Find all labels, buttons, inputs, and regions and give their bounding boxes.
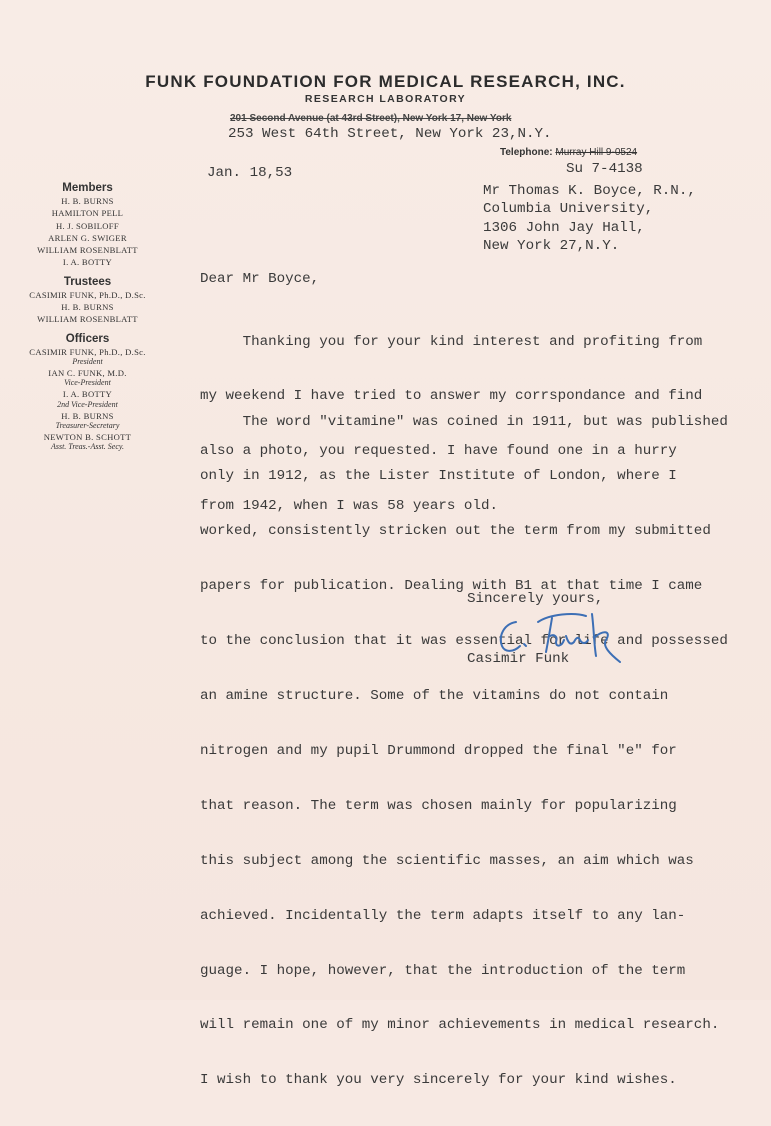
trustee-name: CASIMIR FUNK, Ph.D., D.Sc. <box>29 289 146 300</box>
member-name: H. B. BURNS <box>61 196 114 206</box>
telephone-label: Telephone: <box>500 147 553 158</box>
body-line: also a photo, you requested. I have found one in a hurry <box>200 443 677 460</box>
member-name: ARLEN G. SWIGER <box>48 232 127 243</box>
new-address: 253 West 64th Street, New York 23,N.Y. <box>228 126 552 142</box>
old-phone-struck: Murray Hill 9-0524 <box>555 147 638 158</box>
body-line: will remain one of my minor achievements in medical research. <box>200 1017 720 1034</box>
trustee-name: H. B. BURNS <box>61 302 114 313</box>
officer-name: NEWTON B. SCHOTT <box>43 431 132 442</box>
closing: Sincerely yours, <box>467 591 604 607</box>
body-line: I wish to thank you very sincerely for your kind wishes. <box>200 1072 677 1089</box>
officer-title: Asst. Treas.-Asst. Secy. <box>50 442 125 452</box>
member-name: HAMILTON PELL <box>51 208 124 219</box>
officer-title: Treasurer-Secretary <box>55 420 120 430</box>
letterhead-sidebar <box>10 182 165 452</box>
body-line: papers for publication. Dealing with B1 at that time I came <box>200 578 703 595</box>
old-address-struck: 201 Second Avenue (at 43rd Street), New York 17, New York <box>230 113 512 124</box>
officer-title: President <box>72 356 103 366</box>
body-line: Thanking you for your kind interest and profiting from <box>200 333 703 350</box>
organization-name: FUNK FOUNDATION FOR MEDICAL RESEARCH, INC. <box>145 72 626 91</box>
member-name: H. J. SOBILOFF <box>56 220 119 231</box>
recipient-line: New York 27,N.Y. <box>483 238 620 255</box>
body-line: an amine structure. Some of the vitamins do not contain <box>200 688 669 705</box>
body-line: achieved. Incidentally the term adapts itself to any lan- <box>200 907 686 924</box>
recipient-line: Columbia University, <box>483 201 654 218</box>
body-line: worked, consistently stricken out the term from my submitted <box>200 523 711 540</box>
body-line: The word "vitamine" was coined in 1911, but was published <box>200 413 728 430</box>
body-line: my weekend I have tried to answer my corrspondance and find <box>200 388 703 405</box>
recipient-address <box>483 182 696 256</box>
officer-name: H. B. BURNS <box>61 410 114 421</box>
body-line: only in 1912, as the Lister Institute of London, where I <box>200 468 677 485</box>
member-name: I. A. BOTTY <box>62 257 113 268</box>
body-paragraph-2 <box>200 376 770 1126</box>
officers-heading: Officers <box>65 332 110 345</box>
telephone-line <box>500 147 637 158</box>
officer-title: 2nd Vice-President <box>57 399 118 409</box>
new-phone: Su 7-4138 <box>566 161 643 177</box>
recipient-line: 1306 John Jay Hall, <box>483 219 645 236</box>
member-name: WILLIAM ROSENBLATT <box>37 245 138 256</box>
officer-name: CASIMIR FUNK, Ph.D., D.Sc. <box>29 346 146 357</box>
body-line: that reason. The term was chosen mainly for popularizing <box>200 797 677 814</box>
trustees-heading: Trustees <box>63 275 112 288</box>
signer-name: Casimir Funk <box>467 651 570 667</box>
body-line: to the conclusion that it was essential for life and possessed <box>200 633 728 650</box>
body-line: from 1942, when I was 58 years old. <box>200 498 498 515</box>
officer-name: IAN C. FUNK, M.D. <box>48 367 127 378</box>
officer-name: I. A. BOTTY <box>62 389 113 400</box>
recipient-line: Mr Thomas K. Boyce, R.N., <box>483 183 696 199</box>
body-line: guage. I hope, however, that the introduction of the term <box>200 962 686 979</box>
body-line: this subject among the scientific masses, an aim which was <box>200 852 694 869</box>
body-line: nitrogen and my pupil Drummond dropped the final "e" for <box>200 742 677 759</box>
salutation: Dear Mr Boyce, <box>200 271 320 287</box>
letter-date: Jan. 18,53 <box>207 165 293 181</box>
officer-title: Vice-President <box>64 378 111 388</box>
organization-subtitle: RESEARCH LABORATORY <box>304 93 467 105</box>
trustee-name: WILLIAM ROSENBLATT <box>37 314 138 325</box>
members-heading: Members <box>62 182 113 194</box>
